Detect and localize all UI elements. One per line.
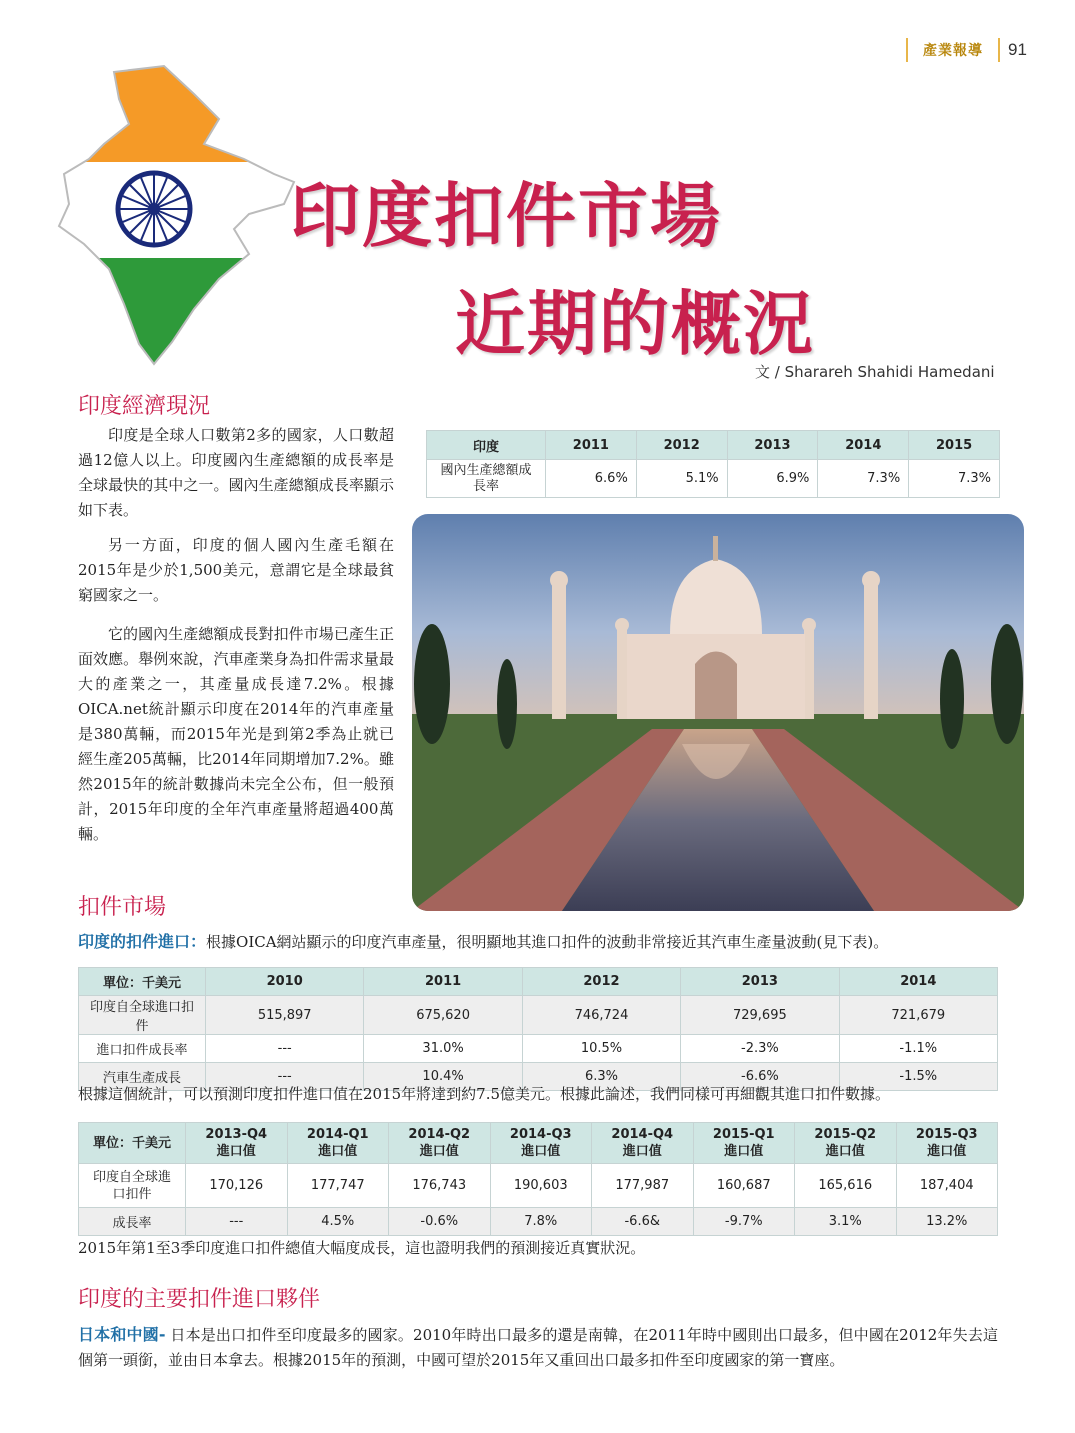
- paragraph-gdp-effect: 它的國內生產總額成長對扣件市場已產生正面效應。舉例來說，汽車產業身為扣件需求量最大的產業之一，其產量成長達7.2%。根據OICA.net統計顯示印度在2014年的汽車產量是380萬輛，而2015年光是到第2季為止就已經生產205萬輛，比2014年同期增加7.2%。雖然2015年的統計數據尚未完全公布，但一般預計，2015年印度的全年汽車產量將超過400萬輛。: [78, 625, 394, 843]
- table-header-cell: 2014: [818, 431, 909, 460]
- table-header-cell: 2013-Q4 進口值: [186, 1123, 288, 1164]
- table-cell: 6.9%: [727, 460, 818, 498]
- table-cell: 176,743: [389, 1164, 491, 1208]
- table-cell: ---: [186, 1208, 288, 1236]
- table-cell: 729,695: [681, 996, 839, 1035]
- table-cell: 6.6%: [546, 460, 637, 498]
- table-header-cell: 2015: [909, 431, 1000, 460]
- table-cell: 6.3%: [522, 1063, 680, 1091]
- table-cell: 721,679: [839, 996, 997, 1035]
- table-row-label: 國內生產總額成長率: [427, 460, 546, 498]
- table-header-cell: 2015-Q1 進口值: [693, 1123, 795, 1164]
- table-cell: 675,620: [364, 996, 522, 1035]
- table-row-label: 進口扣件成長率: [79, 1035, 206, 1063]
- table-cell: 10.4%: [364, 1063, 522, 1091]
- table-cell: ---: [206, 1063, 364, 1091]
- section-heading-economy: 印度經濟現況: [78, 394, 211, 419]
- taj-mahal-photo: [412, 514, 1024, 911]
- table-cell: -9.7%: [693, 1208, 795, 1236]
- section-heading-fastener-market: [78, 890, 166, 921]
- table-header-cell: 2011: [364, 968, 522, 996]
- annual-import-table: [78, 967, 998, 1091]
- table-cell: 190,603: [490, 1164, 592, 1208]
- paragraph-per-capita: 另一方面，印度的個人國內生產毛額在2015年是少於1,500美元，意謂它是全球最貧窮國家之一。: [78, 536, 394, 604]
- table-header-cell: 2014-Q1 進口值: [287, 1123, 389, 1164]
- table-cell: 4.5%: [287, 1208, 389, 1236]
- table-cell: 13.2%: [896, 1208, 998, 1236]
- page-title-line2: 近期的概況: [455, 283, 815, 365]
- quarterly-import-table: [78, 1122, 998, 1236]
- lead-text: 日本是出口扣件至印度最多的國家。2010年時出口最多的還是南韓，在2011年時中國則出口最多，但中國在2012年失去這個第一頭銜，並由日本拿去。根據2015年的預測，中國可望於2015年又重回出口最多扣件至印度國家的第一寶座。: [78, 1326, 998, 1369]
- table-cell: -0.6%: [389, 1208, 491, 1236]
- table-cell: -1.5%: [839, 1063, 997, 1091]
- table-cell: -6.6&: [592, 1208, 694, 1236]
- table-row-label: 汽車生產成長: [79, 1063, 206, 1091]
- page-number: 91: [1008, 40, 1027, 59]
- table-row-label: 成長率: [79, 1208, 186, 1236]
- table-cell: 177,747: [287, 1164, 389, 1208]
- table-header-cell: 印度: [427, 431, 546, 460]
- table-cell: 170,126: [186, 1164, 288, 1208]
- paragraph-japan-china: [78, 1322, 998, 1373]
- table-header-cell: 2015-Q3 進口值: [896, 1123, 998, 1164]
- table-cell: 177,987: [592, 1164, 694, 1208]
- paragraph-import-intro: [78, 929, 1018, 955]
- lead-text: 根據OICA網站顯示的印度汽車產量，很明顯地其進口扣件的波動非常接近其汽車生產量波動(見下表)。: [206, 933, 889, 951]
- table-header-cell: 單位：千美元: [79, 1123, 186, 1164]
- table-header-cell: 單位：千美元: [79, 968, 206, 996]
- table-header-cell: 2014-Q2 進口值: [389, 1123, 491, 1164]
- table-header-cell: 2013: [727, 431, 818, 460]
- section-heading-partners: 印度的主要扣件進口夥伴: [78, 1287, 321, 1312]
- table-cell: 187,404: [896, 1164, 998, 1208]
- india-flag-map: [44, 64, 304, 374]
- table-cell: -6.6%: [681, 1063, 839, 1091]
- table-cell: 160,687: [693, 1164, 795, 1208]
- lead-label: 印度的扣件進口：: [78, 932, 207, 951]
- table-header-cell: 2014: [839, 968, 997, 996]
- table-cell: 31.0%: [364, 1035, 522, 1063]
- table-row: [79, 1035, 998, 1063]
- table-cell: -1.1%: [839, 1035, 997, 1063]
- paragraph-population: 印度是全球人口數第2多的國家，人口數超過12億人以上。印度國內生產總額的成長率是全球最快的其中之一。國內生產總額成長率顯示如下表。: [78, 426, 394, 519]
- table-row: [79, 1164, 998, 1208]
- table-header-cell: 2014-Q3 進口值: [490, 1123, 592, 1164]
- table-header-cell: 2012: [522, 968, 680, 996]
- table-cell: -2.3%: [681, 1035, 839, 1063]
- table-row: [79, 1208, 998, 1236]
- table-header-cell: 2014-Q4 進口值: [592, 1123, 694, 1164]
- table-header-cell: 2015-Q2 進口值: [795, 1123, 897, 1164]
- table-cell: 5.1%: [636, 460, 727, 498]
- table-header-cell: 2013: [681, 968, 839, 996]
- paragraph-forecast: 根據這個統計，可以預測印度扣件進口值在2015年將達到約7.5億美元。根據此論述，我們同樣可再細觀其進口扣件數據。: [78, 1085, 891, 1103]
- table-row-label: 印度自全球進口扣件: [79, 1164, 186, 1208]
- lead-label: 日本和中國-: [78, 1325, 166, 1344]
- table-cell: 7.8%: [490, 1208, 592, 1236]
- table-row-label: 印度自全球進口扣件: [79, 996, 206, 1035]
- table-cell: 165,616: [795, 1164, 897, 1208]
- table-cell: 7.3%: [818, 460, 909, 498]
- table-cell: 515,897: [206, 996, 364, 1035]
- table-cell: 10.5%: [522, 1035, 680, 1063]
- section-tag-label: 產業報導: [923, 43, 983, 59]
- gdp-growth-table: [426, 430, 1000, 498]
- section-tag: [906, 38, 1000, 62]
- author-byline: 文 / Sharareh Shahidi Hamedani: [755, 363, 995, 381]
- table-header-cell: 2011: [546, 431, 637, 460]
- table-header-cell: 2012: [636, 431, 727, 460]
- page-title-line1: 印度扣件市場: [290, 175, 722, 257]
- table-cell: 3.1%: [795, 1208, 897, 1236]
- table-cell: ---: [206, 1035, 364, 1063]
- ashoka-chakra-icon: [118, 173, 190, 245]
- table-row: [79, 996, 998, 1035]
- table-header-cell: 2010: [206, 968, 364, 996]
- table-cell: 7.3%: [909, 460, 1000, 498]
- table-cell: 746,724: [522, 996, 680, 1035]
- section-heading-label: 扣件市場: [78, 895, 167, 920]
- paragraph-quarterly-growth: 2015年第1至3季印度進口扣件總值大幅度成長，這也證明我們的預測接近真實狀況。: [78, 1239, 646, 1257]
